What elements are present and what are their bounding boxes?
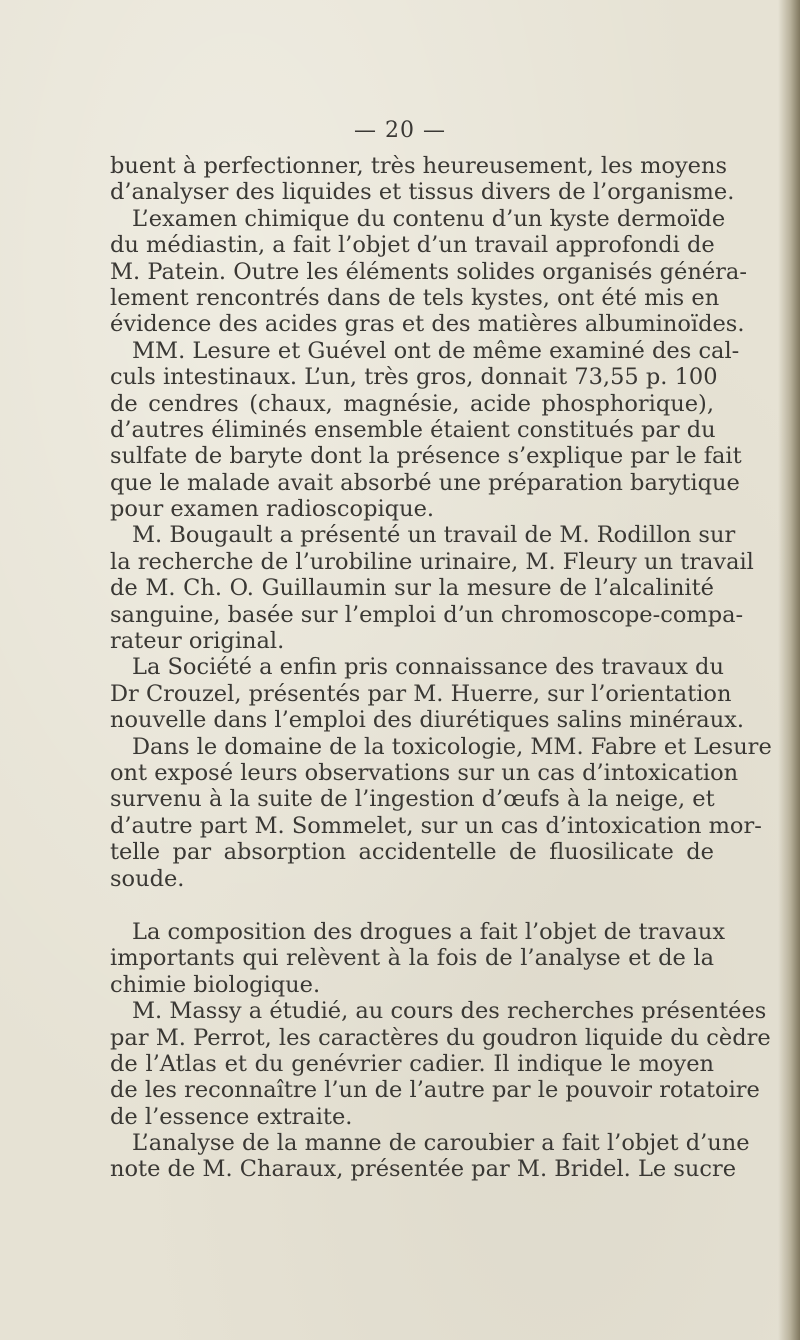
text-line: pour examen radioscopique. [110, 496, 435, 523]
text-line: lement rencontrés dans de tels kystes, ont été mis en [110, 284, 720, 311]
text-line: de l’Atlas et du genévrier cadier. Il indique le moyen [110, 1050, 714, 1077]
text-line: L’analyse de la manne de caroubier a fait l’objet d’une [132, 1130, 750, 1157]
text-line: ont exposé leurs observations sur un cas d’intoxication [110, 759, 739, 786]
text-line: d’autres éliminés ensemble étaient constitués par du [110, 416, 716, 443]
body-text [110, 153, 772, 1183]
text-line: par M. Perrot, les caractères du goudron liquide du cèdre [110, 1024, 771, 1051]
text-line: du médiastin, a fait l’objet d’un travail approfondi de [110, 232, 715, 259]
page-number: — 20 — [354, 118, 446, 143]
text-line: évidence des acides gras et des matières albuminoïdes. [110, 311, 745, 338]
text-line: La composition des drogues a fait l’objet de travaux [132, 918, 726, 945]
text-line: MM. Lesure et Guével ont de même examiné des cal- [132, 337, 740, 364]
text-line: d’analyser des liquides et tissus divers de l’organisme. [110, 179, 735, 206]
text-line: la recherche de l’urobiline urinaire, M. Fleury un travail [110, 548, 754, 575]
text-line: Dans le domaine de la toxicologie, MM. Fabre et Lesure [132, 733, 772, 760]
text-line: nouvelle dans l’emploi des diurétiques salins minéraux. [110, 707, 745, 734]
text-line: M. Patein. Outre les éléments solides organisés généra- [110, 258, 747, 285]
text-line: M. Bougault a présenté un travail de M. Rodillon sur [132, 522, 736, 549]
text-line: de l’essence extraite. [110, 1103, 353, 1130]
text-line: L’examen chimique du contenu d’un kyste dermoïde [132, 205, 726, 232]
text-line: culs intestinaux. L’un, très gros, donnait 73,55 p. 100 [110, 364, 718, 391]
text-line: soude. [110, 865, 185, 892]
text-line: buent à perfectionner, très heureusement, les moyens [110, 153, 728, 179]
text-line: importants qui relèvent à la fois de l’analyse et de la [110, 945, 714, 972]
text-line: rateur original. [110, 628, 285, 655]
text-line: Dr Crouzel, présentés par M. Huerre, sur l’orientation [110, 680, 732, 707]
text-line: de les reconnaître l’un de l’autre par le pouvoir rotatoire [110, 1077, 760, 1104]
text-line: chimie biologique. [110, 971, 321, 998]
text-line: La Société a enfin pris connaissance des travaux du [132, 654, 724, 681]
text-line: de M. Ch. O. Guillaumin sur la mesure de l’alcalinité [110, 575, 714, 602]
text-line: sanguine, basée sur l’emploi d’un chromoscope-compa- [110, 601, 744, 628]
text-line: d’autre part M. Sommelet, sur un cas d’intoxication mor- [110, 812, 762, 839]
text-line: que le malade avait absorbé une préparation barytique [110, 469, 740, 496]
text-line: survenu à la suite de l’ingestion d’œufs à la neige, et [110, 786, 715, 813]
text-line: M. Massy a étudié, au cours des recherches présentées [132, 998, 767, 1025]
text-line: telle par absorption accidentelle de fluosilicate de [110, 839, 714, 866]
text-line: note de M. Charaux, présentée par M. Bridel. Le sucre [110, 1156, 737, 1183]
text-line: sulfate de baryte dont la présence s’explique par le fait [110, 443, 742, 470]
text-line: de cendres (chaux, magnésie, acide phosphorique), [110, 390, 714, 417]
page-edge-shadow [778, 0, 800, 1340]
paragraph-gap [110, 892, 714, 919]
